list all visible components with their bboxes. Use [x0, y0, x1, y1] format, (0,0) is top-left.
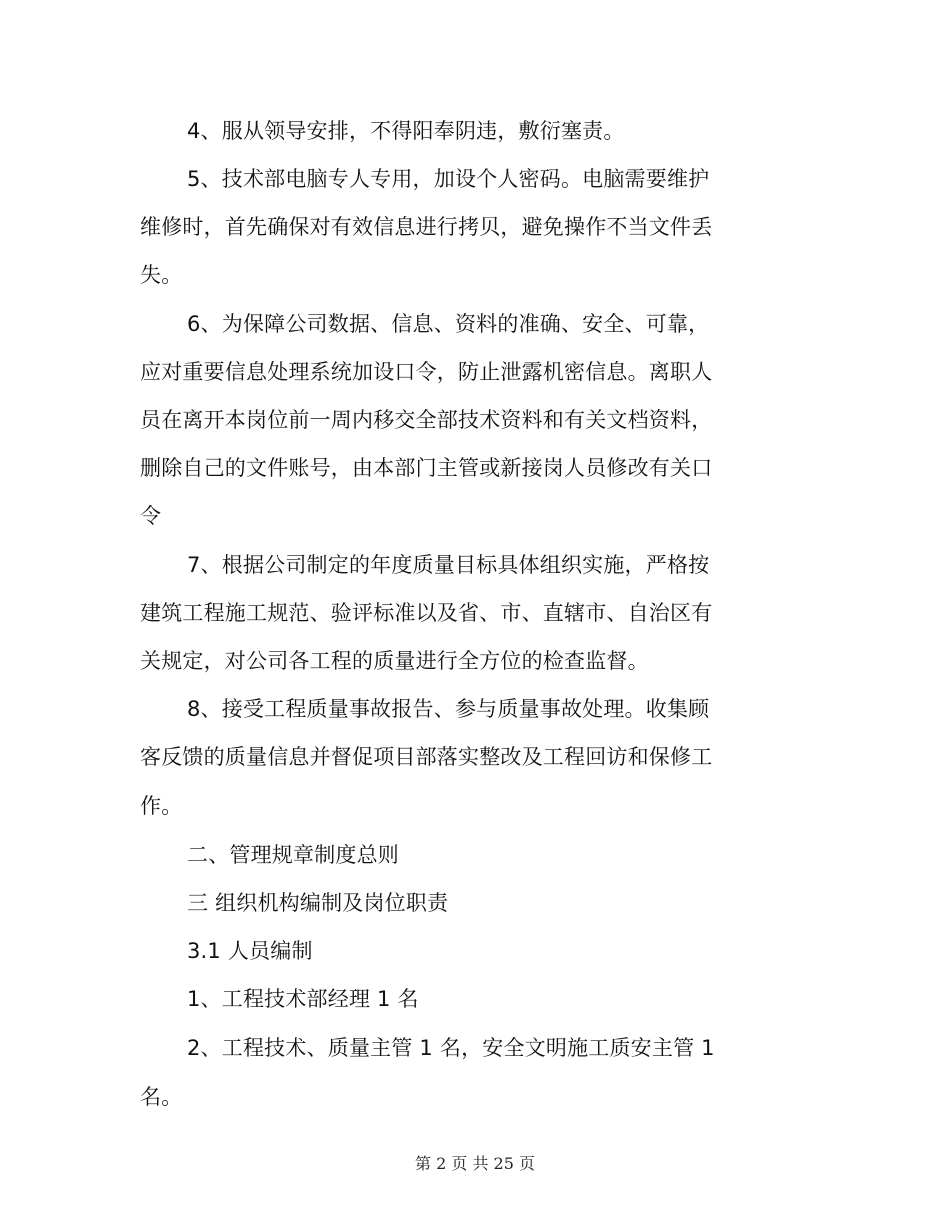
paragraph-line: 维修时，首先确保对有效信息进行拷贝，避免操作不当文件丢 [140, 215, 713, 239]
list-item-8: 8、接受工程质量事故报告、参与质量事故处理。收集顾 [187, 697, 710, 721]
list-item-6: 6、为保障公司数据、信息、资料的准确、安全、可靠， [187, 312, 710, 336]
section-heading-2: 二、管理规章制度总则 [187, 843, 399, 867]
subsection-heading-3-1: 3.1 人员编制 [187, 939, 313, 963]
list-item-4: 4、服从领导安排，不得阳奉阴违，敷衍塞责。 [187, 119, 625, 143]
paragraph-line: 员在离开本岗位前一周内移交全部技术资料和有关文档资料， [140, 408, 713, 432]
section-heading-3: 三 组织机构编制及岗位职责 [187, 891, 449, 915]
paragraph-line: 建筑工程施工规范、验评标准以及省、市、直辖市、自治区有 [140, 601, 713, 625]
paragraph-line: 应对重要信息处理系统加设口令，防止泄露机密信息。离职人 [140, 360, 713, 384]
paragraph-line: 作。 [140, 794, 183, 818]
paragraph-line: 客反馈的质量信息并督促项目部落实整改及工程回访和保修工 [140, 745, 713, 769]
list-item-7: 7、根据公司制定的年度质量目标具体组织实施，严格按 [187, 553, 710, 577]
paragraph-line: 令 [140, 504, 162, 528]
paragraph-line: 名。 [140, 1085, 183, 1109]
list-item-5: 5、技术部电脑专人专用，加设个人密码。电脑需要维护 [187, 167, 710, 191]
paragraph-line: 删除自己的文件账号，由本部门主管或新接岗人员修改有关口 [140, 456, 713, 480]
staff-item-2: 2、工程技术、质量主管 1 名，安全文明施工质安主管 1 [187, 1036, 715, 1060]
staff-item-1: 1、工程技术部经理 1 名 [187, 987, 419, 1011]
paragraph-line: 失。 [140, 263, 183, 287]
page-number-footer: 第 2 页 共 25 页 [415, 1154, 535, 1173]
paragraph-line: 关规定，对公司各工程的质量进行全方位的检查监督。 [140, 649, 649, 673]
